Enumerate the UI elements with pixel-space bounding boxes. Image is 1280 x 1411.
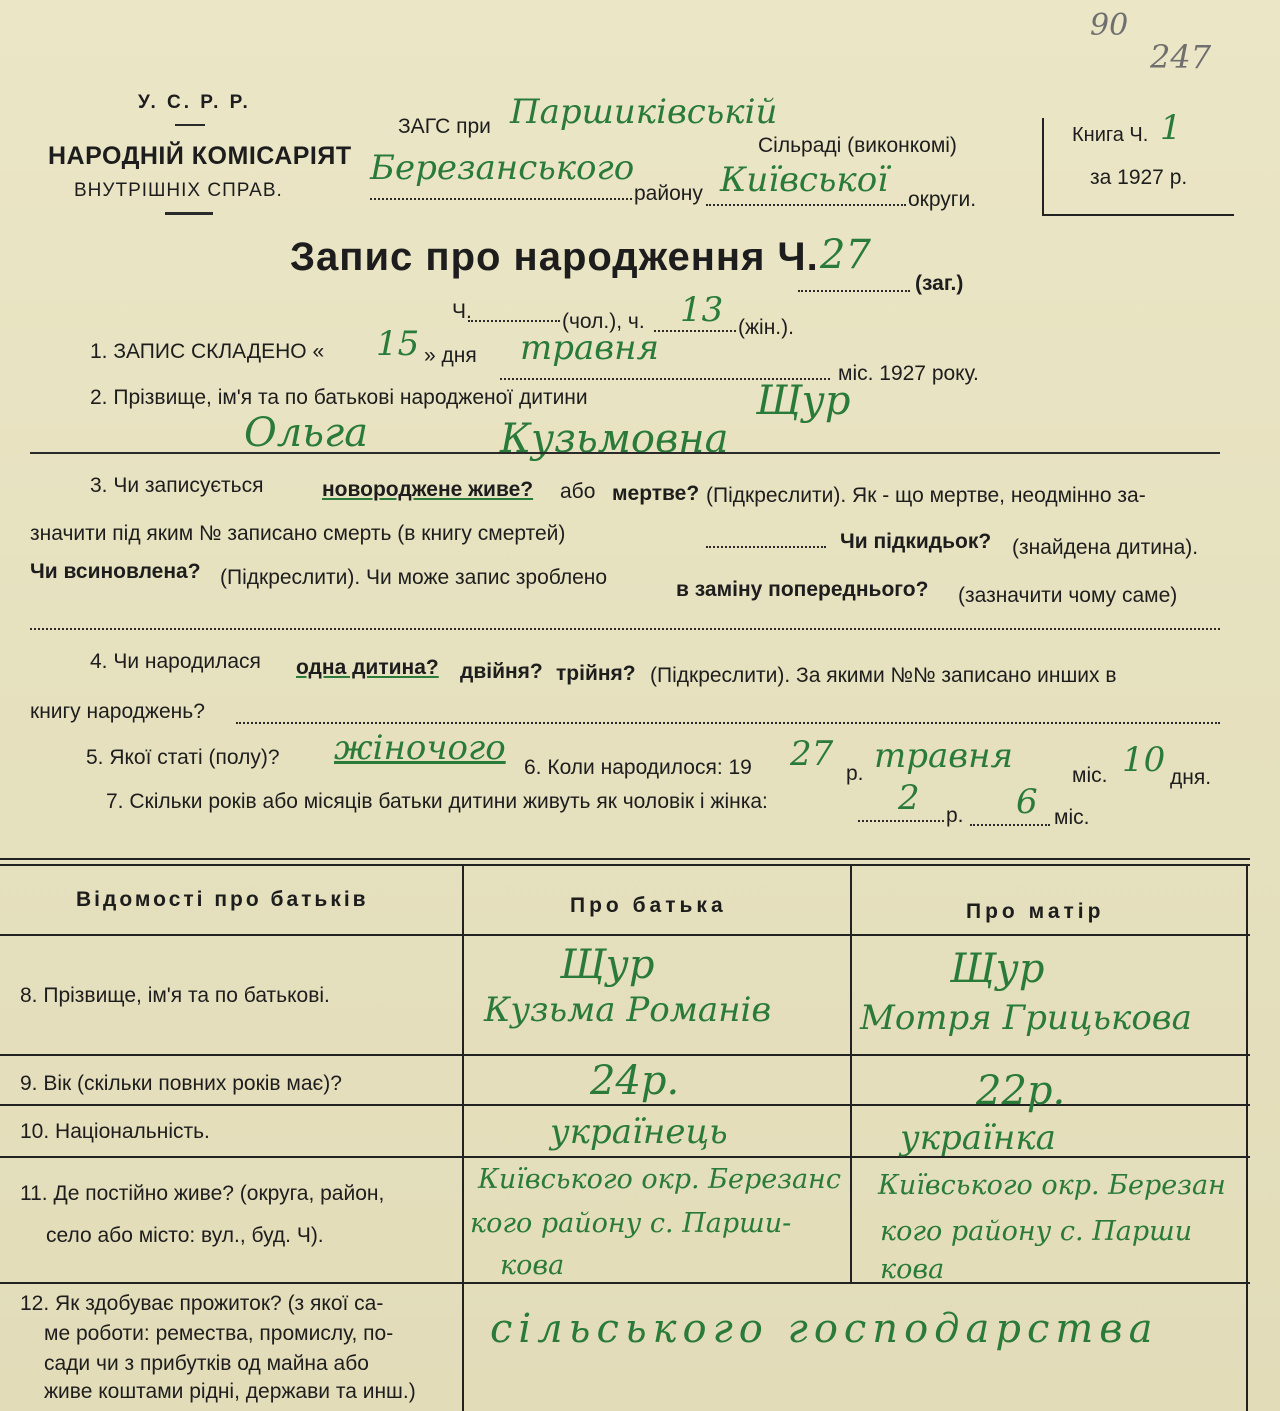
item4-text: (Підкреслити). За якими №№ записано инших в: [650, 664, 1117, 687]
fill-line: [798, 290, 910, 292]
livelihood-value: сільського господарства: [490, 1306, 1159, 1352]
child-surname: Щур: [756, 378, 851, 424]
birth-day: 10: [1122, 740, 1166, 780]
option-twins: двійня?: [460, 660, 543, 683]
item5-label: 5. Якої статі (полу)?: [86, 746, 280, 769]
zags-label: ЗАГС при: [398, 115, 491, 138]
fill-line: [654, 330, 736, 332]
fill-line: [468, 320, 560, 322]
father-nationality: українець: [550, 1112, 728, 1152]
district-label: району: [634, 182, 703, 205]
female-label: (жін.).: [738, 316, 794, 339]
header-mother: Про матір: [966, 900, 1105, 923]
option-triplets: трійня?: [556, 662, 636, 685]
item4-line2: книгу народжень?: [30, 700, 205, 723]
table-border: [462, 866, 464, 1411]
item4-label: 4. Чи народилася: [90, 650, 261, 673]
child-patronymic: Кузьмовна: [500, 416, 729, 462]
table-border: [0, 864, 1250, 866]
option-dead: мертве?: [612, 482, 700, 505]
fill-line: [30, 628, 1220, 630]
header-parents: Відомості про батьків: [76, 888, 369, 911]
district-value: Березанського: [370, 148, 635, 188]
option-foundling: Чи підкидьок?: [840, 530, 992, 553]
married-years: 2: [898, 778, 920, 818]
father-address: кого району с. Парши-: [470, 1208, 792, 1239]
birth-year: 27: [790, 734, 834, 774]
commissariat-title: НАРОДНІЙ КОМІСАРІЯТ: [48, 142, 352, 170]
row12-label: живе коштами рідні, держави та инш.): [44, 1380, 416, 1403]
table-border: [850, 866, 852, 1282]
fill-line: [236, 722, 1220, 724]
ch-label: Ч.: [452, 300, 472, 323]
row11-label: 11. Де постійно живе? (округа, район,: [20, 1182, 385, 1205]
item3-line2: значити під яким № записано смерть (в книгу смертей): [30, 522, 566, 545]
item3-found: (знайдена дитина).: [1012, 536, 1199, 559]
row9-label: 9. Вік (скільки повних років має)?: [20, 1072, 342, 1095]
row8-label: 8. Прізвище, ім'я та по батькові.: [20, 984, 330, 1007]
table-border: [1246, 866, 1248, 1411]
birth-month: травня: [874, 736, 1013, 776]
mother-nationality: українка: [900, 1118, 1056, 1158]
option-alive: новороджене живе?: [322, 478, 534, 501]
divider: [175, 124, 205, 126]
father-surname: Щур: [560, 942, 655, 988]
item3-line3: (Підкреслити). Чи може запис зроблено: [220, 566, 608, 589]
female-number: 13: [680, 290, 724, 330]
married-months: 6: [1016, 782, 1038, 822]
item3-text: (Підкреслити). Як - що мертве, неодмінно за-: [706, 484, 1146, 507]
mother-address: Київського окр. Березан: [878, 1170, 1226, 1201]
item3-or: або: [560, 480, 596, 503]
row12-label: ме роботи: ремества, промислу, по-: [44, 1322, 394, 1345]
fill-line: [858, 820, 944, 822]
item1-day-label: » дня: [424, 344, 477, 367]
child-name: Ольга: [244, 410, 369, 456]
archive-mark: 247: [1150, 38, 1212, 76]
divider: [165, 212, 213, 215]
item2-label: 2. Прізвище, ім'я та по батькові народженої дитини: [90, 386, 588, 409]
fill-line: [970, 824, 1050, 826]
mother-address: кова: [880, 1254, 945, 1285]
commissariat-subtitle: ВНУТРІШНІХ СПРАВ.: [74, 180, 283, 201]
option-replacement: в заміну попереднього?: [676, 578, 929, 601]
record-day: 15: [376, 324, 420, 364]
table-border: [0, 858, 1250, 860]
mother-age: 22р.: [976, 1068, 1066, 1114]
village-council-value: Паршиківській: [510, 92, 778, 132]
months-mis: міс.: [1054, 806, 1090, 829]
book-label: Книга Ч.: [1072, 124, 1149, 146]
fill-line: [370, 198, 632, 200]
mother-address: кого району с. Парши: [880, 1216, 1193, 1247]
option-adopted: Чи всиновлена?: [30, 560, 201, 583]
father-age: 24р.: [590, 1058, 680, 1104]
father-name: Кузьма Романів: [484, 990, 772, 1030]
okruha-value: Київської: [720, 160, 889, 200]
child-sex: жіночого: [334, 728, 506, 768]
mother-surname: Щур: [950, 946, 1045, 992]
item3-reason: (зазначити чому саме): [958, 584, 1178, 607]
record-month: травня: [520, 328, 659, 368]
book-year: за 1927 р.: [1090, 166, 1188, 189]
republic-abbrev: У. С. Р. Р.: [138, 92, 251, 113]
row10-label: 10. Національність.: [20, 1120, 210, 1143]
table-border: [0, 1156, 1250, 1158]
fill-line: [30, 452, 1220, 454]
day-dnia: дня.: [1170, 766, 1212, 789]
item7-label: 7. Скільки років або місяців батьки дитини живуть як чоловік і жінка:: [106, 790, 768, 813]
year-r: р.: [846, 762, 864, 785]
page-title: Запис про народження Ч.: [290, 235, 819, 279]
row12-label: сади чи з прибутків од майна або: [44, 1352, 369, 1375]
header-father: Про батька: [570, 894, 727, 917]
fill-line: [706, 546, 826, 548]
archive-mark: 90: [1090, 8, 1129, 43]
book-number: 1: [1160, 108, 1182, 148]
years-r: р.: [946, 804, 964, 827]
table-border: [0, 934, 1250, 936]
council-label: Сільраді (виконкомі): [758, 134, 957, 157]
row11-label: село або місто: вул., буд. Ч).: [46, 1224, 324, 1247]
item3-label: 3. Чи записується: [90, 474, 264, 497]
item1-tail: міс. 1927 року.: [838, 362, 979, 385]
father-address: кова: [500, 1250, 565, 1281]
row12-label: 12. Як здобуває прожиток? (з якої са-: [20, 1292, 384, 1315]
mother-name: Мотря Грицькова: [860, 998, 1192, 1038]
option-single: одна дитина?: [296, 656, 439, 679]
table-border: [0, 1282, 1250, 1284]
fill-line: [706, 204, 906, 206]
record-number: 27: [820, 232, 871, 278]
item1-label: 1. ЗАПИС СКЛАДЕНО «: [90, 340, 325, 363]
table-border: [0, 1054, 1250, 1056]
okruha-label: округи.: [908, 188, 977, 211]
title-suffix: (заг.): [915, 272, 964, 295]
item6-label: 6. Коли народилося: 19: [524, 756, 752, 779]
month-mis: міс.: [1072, 764, 1108, 787]
father-address: Київського окр. Березанс: [478, 1164, 841, 1195]
male-label: (чол.), ч.: [562, 310, 645, 333]
